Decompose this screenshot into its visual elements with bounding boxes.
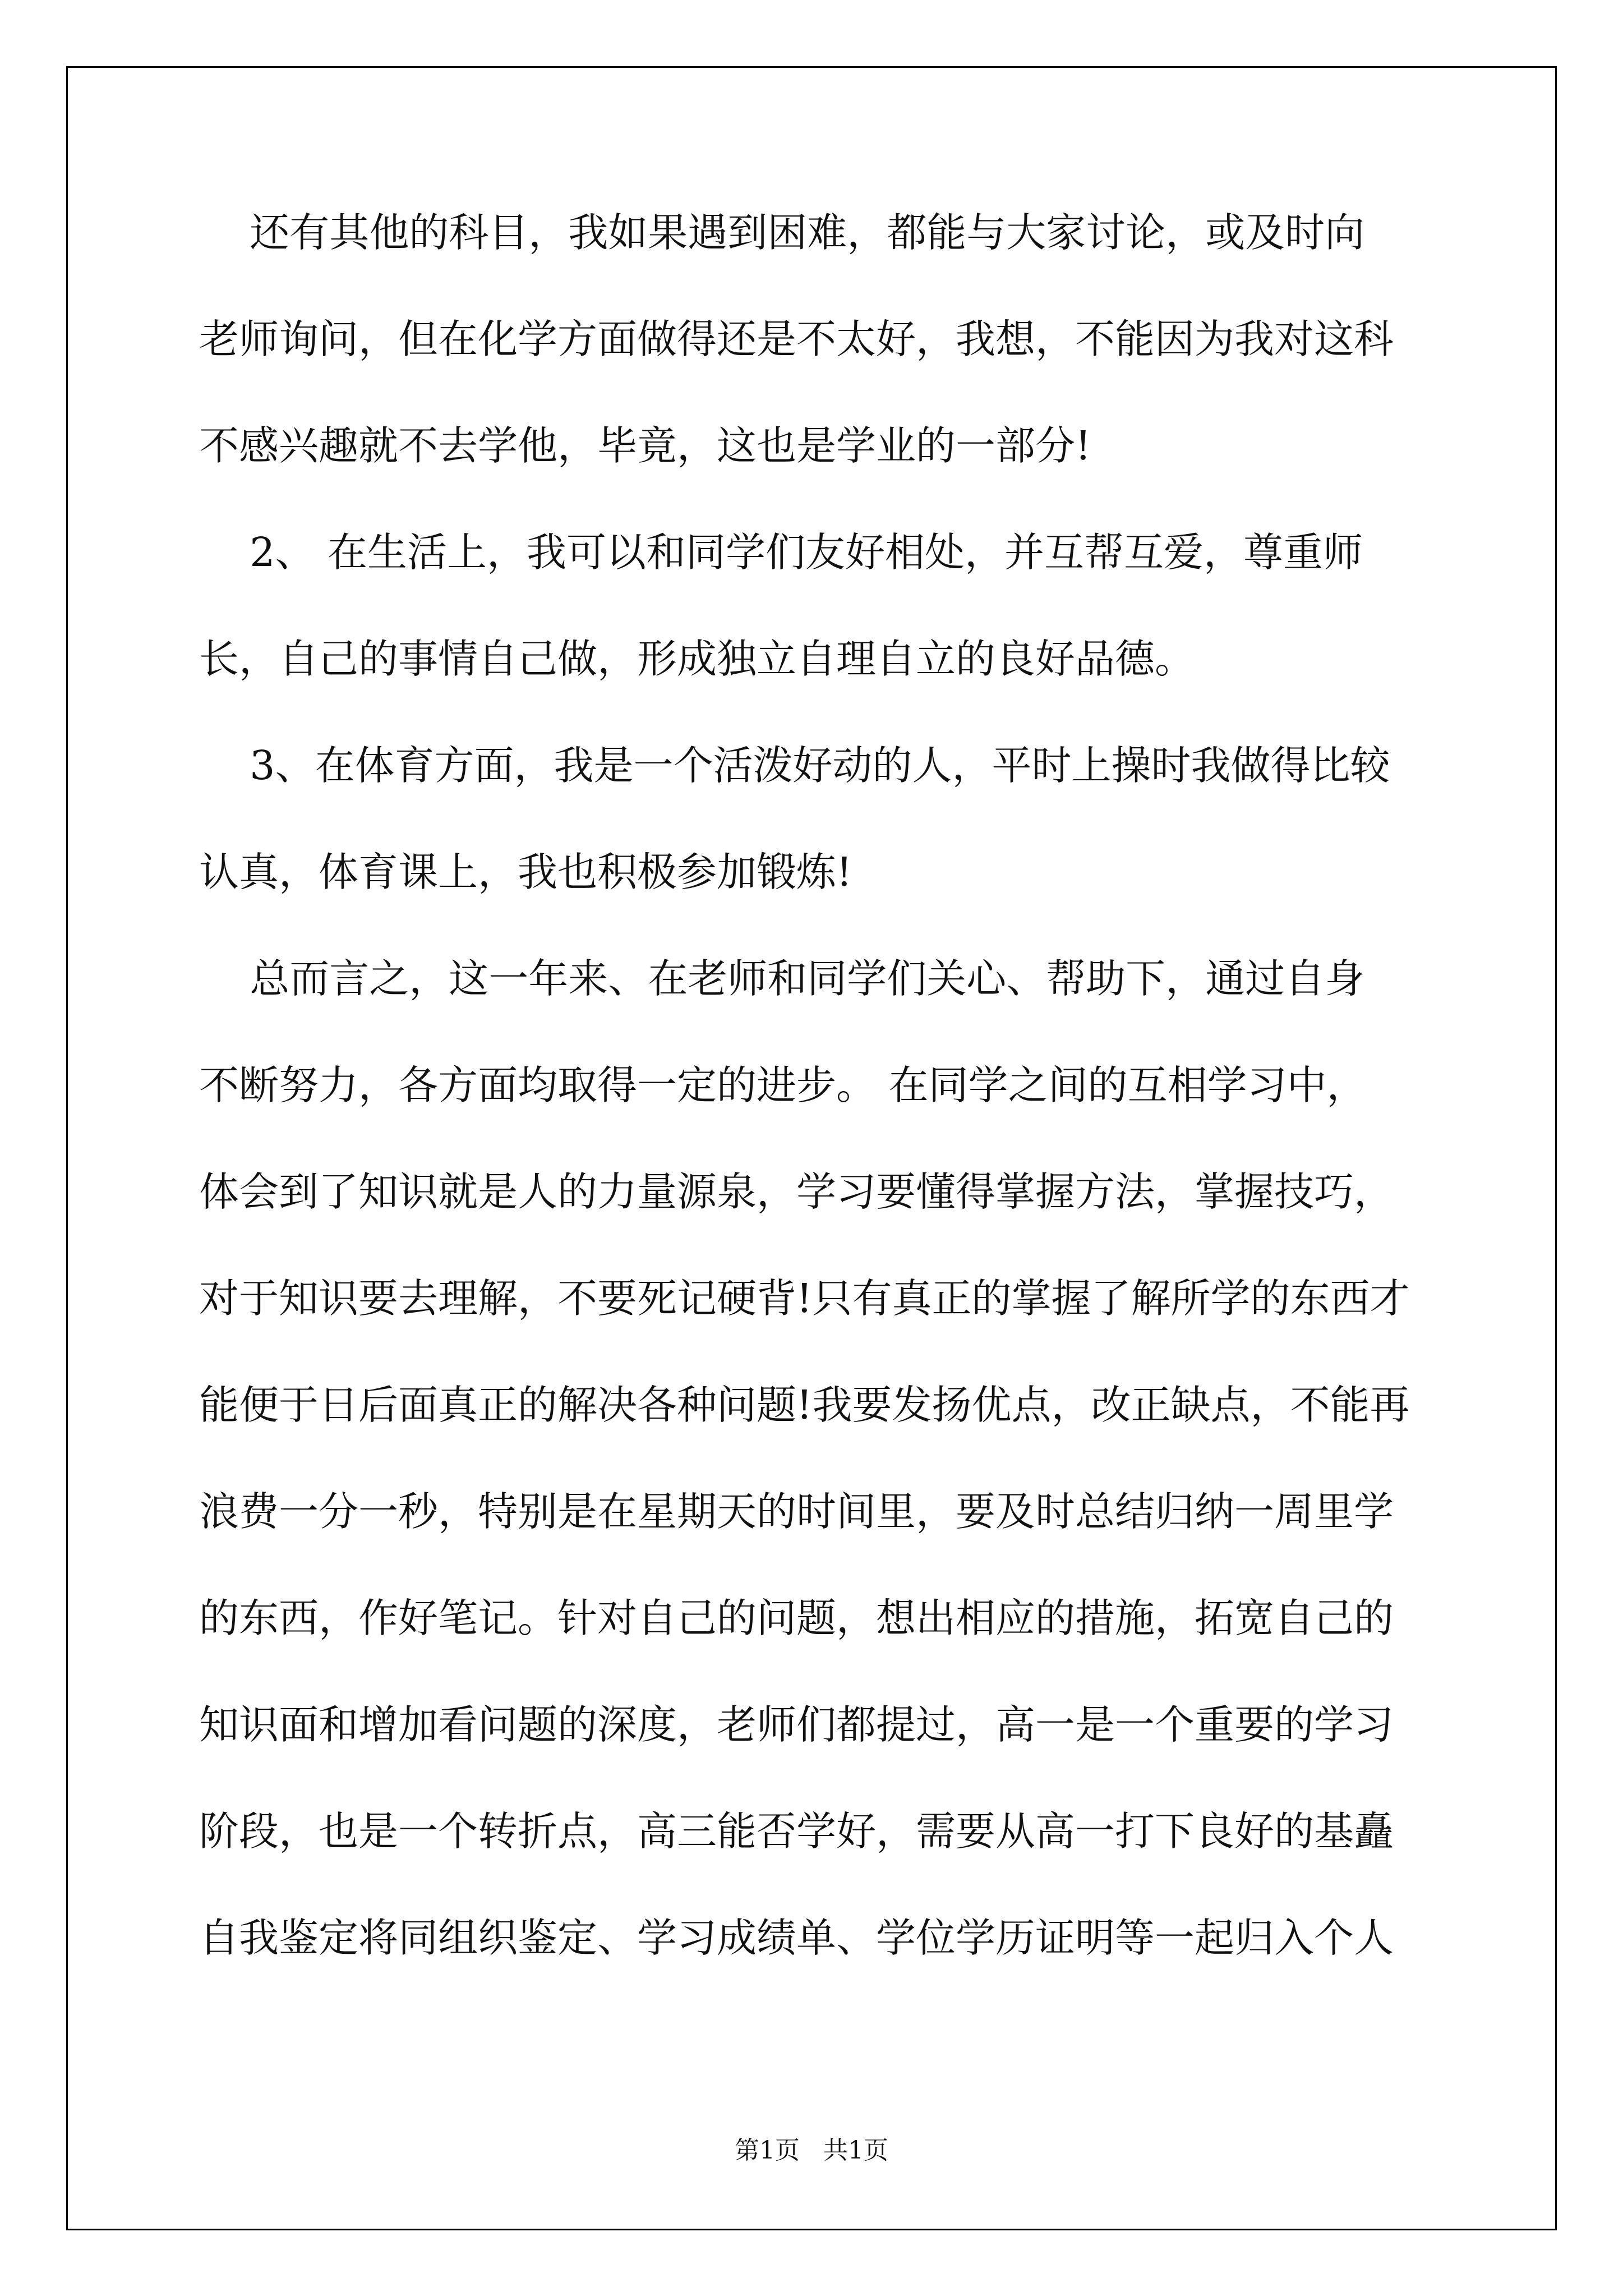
text-line-15: 知识面和增加看问题的深度，老师们都提过，高一是一个重要的学习 <box>199 1701 1394 1748</box>
page-number-label: 第1页 共1页 <box>735 2136 888 2165</box>
text-line-12: 能便于日后面真正的解决各种问题!我要发扬优点，改正缺点，不能再 <box>199 1382 1410 1428</box>
text-line-14: 的东西，作好笔记。针对自己的问题，想出相应的措施，拓宽自己的 <box>199 1595 1394 1641</box>
text-line-2: 老师询问，但在化学方面做得还是不太好，我想，不能因为我对这科 <box>199 316 1394 362</box>
text-line-3: 不感兴趣就不去学他，毕竟，这也是学业的一部分! <box>199 422 1091 469</box>
text-line-13: 浪费一分一秒，特别是在星期天的时间里，要及时总结归纳一周里学 <box>199 1488 1394 1535</box>
text-line-5: 长，自己的事情自己做，形成独立自理自立的良好品德。 <box>199 636 1195 682</box>
text-line-4: 2、 在生活上，我可以和同学们友好相处，并互帮互爱，尊重师 <box>199 529 1363 576</box>
page-footer <box>0 2130 1623 2166</box>
text-line-1: 还有其他的科目，我如果遇到困难，都能与大家讨论，或及时向 <box>199 209 1365 256</box>
text-line-8: 总而言之，这一年来、在老师和同学们关心、帮助下，通过自身 <box>199 955 1365 1002</box>
text-line-6: 3、在体育方面，我是一个活泼好动的人，平时上操时我做得比较 <box>199 742 1390 789</box>
text-line-17: 自我鉴定将同组织鉴定、学习成绩单、学位学历证明等一起归入个人 <box>199 1915 1394 1961</box>
text-line-7: 认真，体育课上，我也积极参加锻炼! <box>199 849 852 895</box>
text-line-10: 体会到了知识就是人的力量源泉，学习要懂得掌握方法，掌握技巧， <box>199 1168 1394 1215</box>
document-body <box>199 202 1433 2014</box>
text-line-16: 阶段，也是一个转折点，高三能否学好，需要从高一打下良好的基矗 <box>199 1808 1394 1855</box>
text-line-11: 对于知识要去理解，不要死记硬背!只有真正的掌握了解所学的东西才 <box>199 1275 1410 1322</box>
text-line-9: 不断努力，各方面均取得一定的进步。 在同学之间的互相学习中， <box>199 1062 1367 1108</box>
